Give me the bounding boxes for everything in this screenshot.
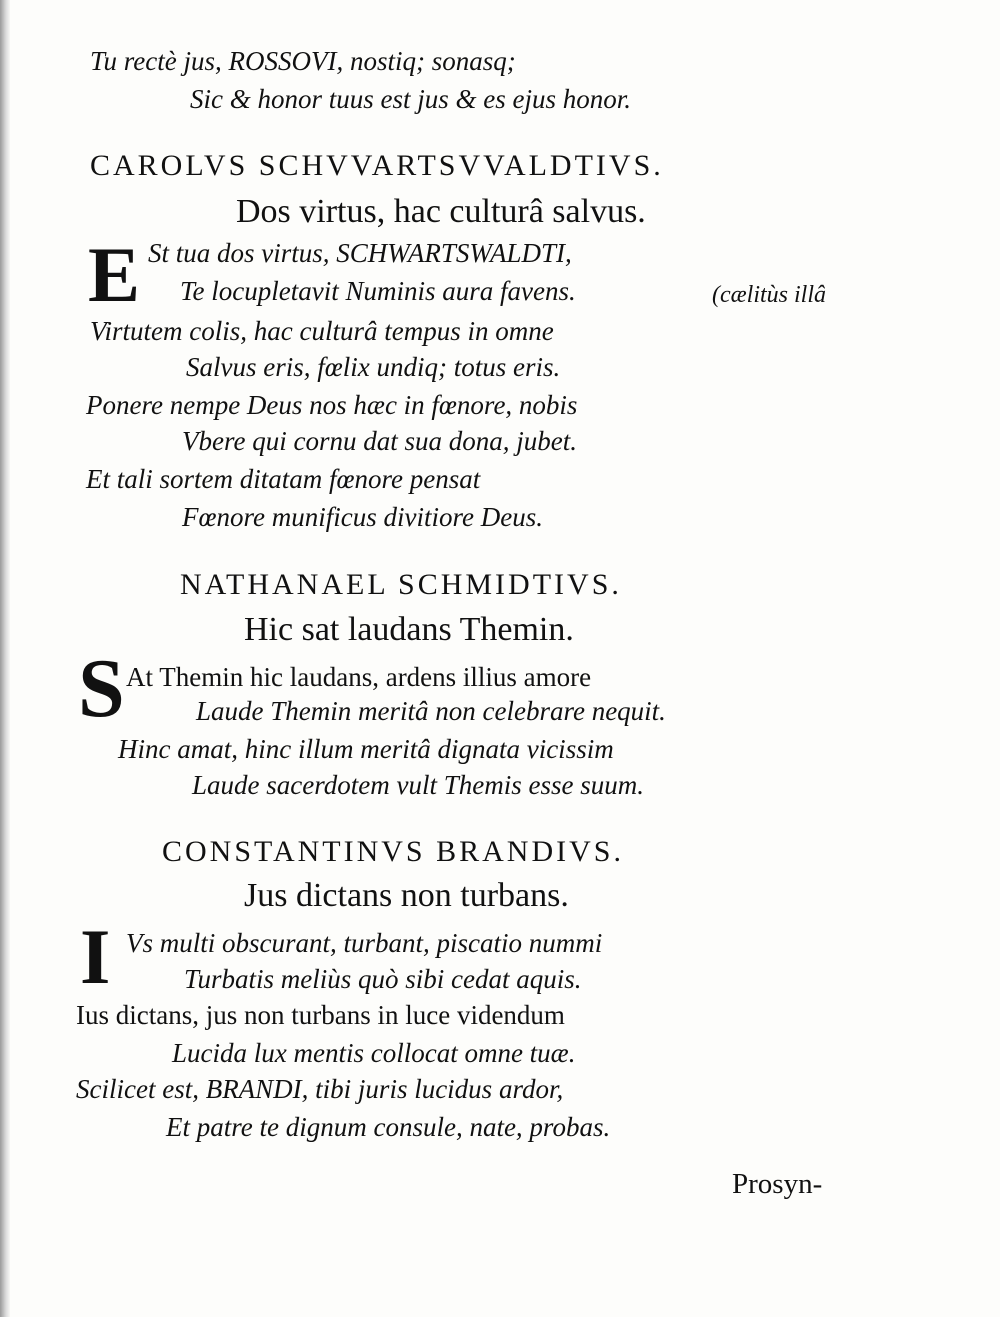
section1-motto: Dos virtus, hac culturâ salvus. — [236, 193, 646, 230]
section2-dropcap: S — [78, 642, 125, 735]
section3-line-3: Ius dictans, jus non turbans in luce videndum — [76, 1000, 565, 1030]
section2-line-1: At Themin hic laudans, ardens illius amore — [126, 662, 592, 692]
section3-heading: CONSTANTINVS BRANDIVS. — [162, 835, 624, 868]
section1-heading: CAROLVS SCHVVARTSVVALDTIVS. — [90, 149, 664, 182]
section3-line-2: Turbatis meliùs quò sibi cedat aquis. — [184, 964, 582, 994]
section1-line-4: Salvus eris, fœlix undiq; totus eris. — [186, 352, 561, 382]
section3-line-4: Lucida lux mentis collocat omne tuæ. — [172, 1038, 576, 1068]
section1-line-2-note: (cælitùs illâ — [712, 282, 826, 308]
section2-line-4: Laude sacerdotem vult Themis esse suum. — [192, 770, 644, 800]
section2-heading: NATHANAEL SCHMIDTIVS. — [180, 568, 622, 601]
section1-line-5: Ponere nempe Deus nos hæc in fœnore, nobis — [86, 390, 578, 420]
section1-dropcap: E — [88, 231, 141, 318]
section3-dropcap: I — [80, 913, 111, 1000]
section1-line-2: Te locupletavit Numinis aura favens. — [180, 276, 576, 306]
section2-line-2: Laude Themin meritâ non celebrare nequit. — [196, 696, 666, 726]
section1-line-8: Fœnore munificus divitiore Deus. — [182, 502, 543, 532]
section3-line-5: Scilicet est, BRANDI, tibi juris lucidus ardor, — [76, 1074, 564, 1104]
top-line-1: Tu rectè jus, ROSSOVI, nostiq; sonasq; — [90, 46, 516, 76]
page-edge-shadow — [0, 0, 10, 1317]
section3-motto: Jus dictans non turbans. — [244, 877, 569, 914]
section2-line-3: Hinc amat, hinc illum meritâ dignata vicissim — [118, 734, 614, 764]
section3-line-6: Et patre te dignum consule, nate, probas. — [166, 1112, 611, 1142]
catchword: Prosyn- — [732, 1168, 823, 1200]
section1-line-3: Virtutem colis, hac culturâ tempus in omne — [90, 316, 554, 346]
section1-line-7: Et tali sortem ditatam fœnore pensat — [86, 464, 481, 494]
section3-line-1: Vs multi obscurant, turbant, piscatio nummi — [126, 928, 603, 958]
top-line-2: Sic & honor tuus est jus & es ejus honor. — [190, 84, 632, 114]
section1-line-6: Vbere qui cornu dat sua dona, jubet. — [182, 426, 577, 456]
section2-motto: Hic sat laudans Themin. — [244, 611, 574, 648]
section1-line-1: St tua dos virtus, SCHWARTSWALDTI, — [148, 238, 572, 268]
